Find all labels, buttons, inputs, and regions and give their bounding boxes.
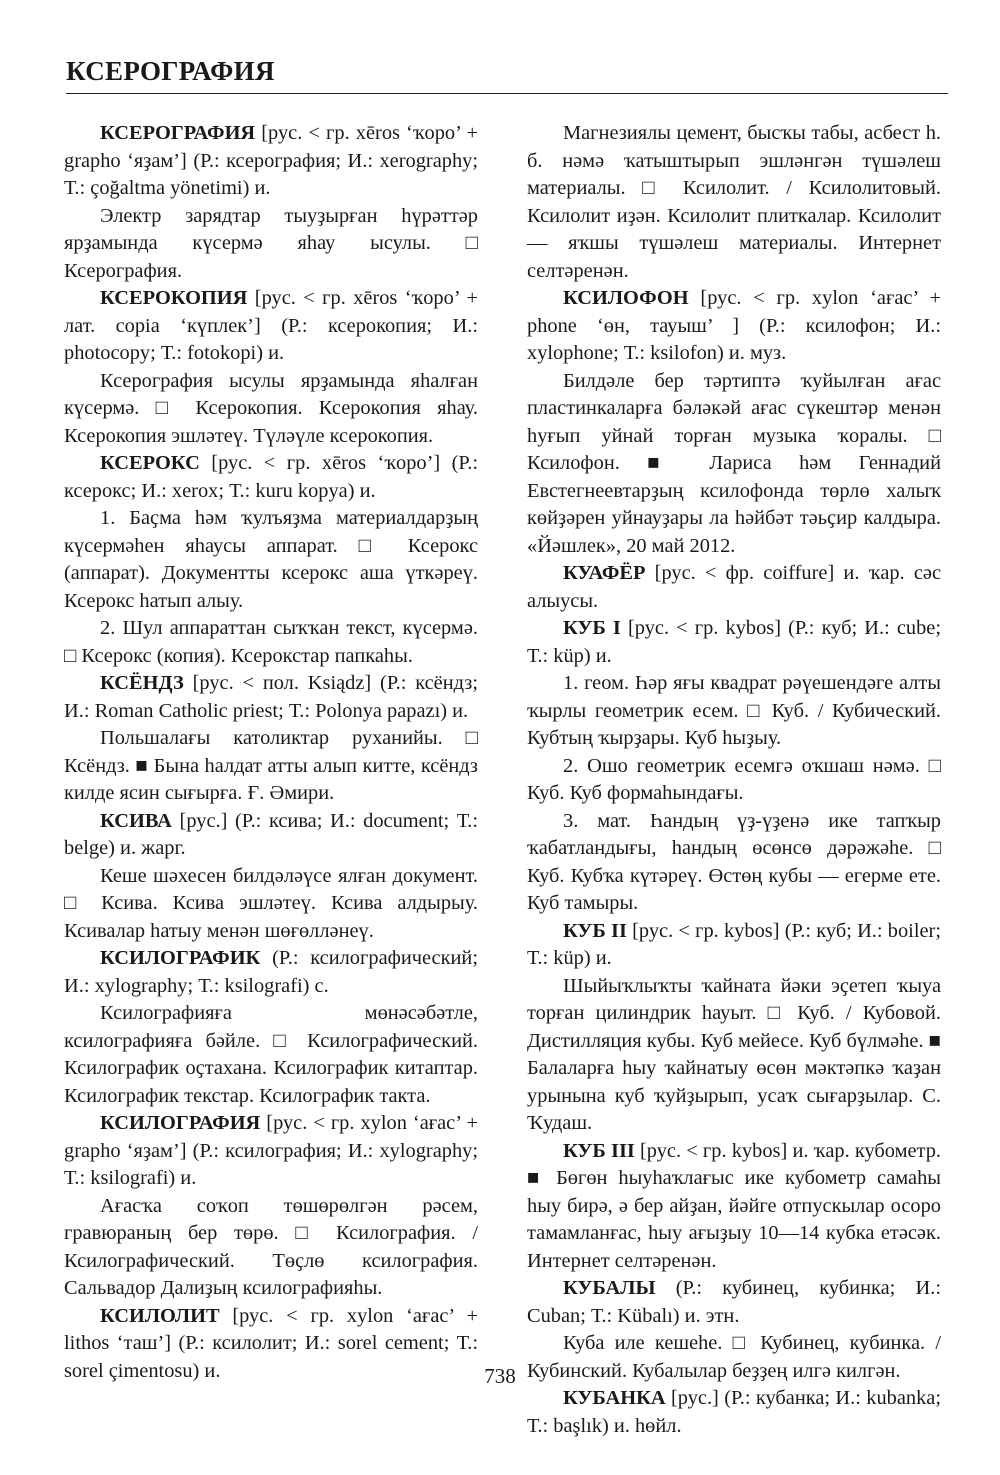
- entry-headword: КСИЛОФОН: [563, 287, 689, 309]
- entry-text: [рус. < гр. kybos] и. ҡар. кубометр. ■ Бөгөн һыуһаҡлағыс ике кубометр самаһы һыу бирә, ә бер айҙан, йәйге отпускылар осоро тамамланғас, һыу ағыҙыу 10—14 кубка етәсәк. Интернет селтәренән.: [527, 1139, 941, 1272]
- entry-text: [рус. < гр. xēros ‘ҡоро’] (Р.: ксерокс; И.: xerox; Т.: kuru kopya) и.: [64, 452, 478, 502]
- entry-headword: КУБ II: [563, 919, 627, 942]
- definition-paragraph: Билдәле бер тәртиптә ҡуйылған ағас пластинкаларға бәләкәй ағас сүкештәр менән һуғып уйнай торған музыка ҡоралы. □ Ксилофон. ■ Лариса һәм Геннадий Евстегнеевтарҙың ксилофонда төрлө халыҡ көйҙәрен уйнауҙары ла һәйбәт тәьҫир калдыра. «Йәшлек», 20 май 2012.: [527, 369, 941, 557]
- entry-headword: КУБ I: [563, 617, 621, 639]
- left-column: [64, 120, 478, 1385]
- header-divider: [66, 93, 948, 94]
- entry-headword: КСЕРОГРАФИЯ: [100, 122, 256, 144]
- definition-paragraph: Ағасҡа соҡоп төшөрөлгән рәсем, гравюраның бер төрө. □ Ксилография. / Ксилографический. Төҫлө ксилография. Сальвадор Далиҙың ксилографияһы.: [64, 1194, 478, 1299]
- definition-paragraph: Польшалағы католиктар руханийы. □ Ксёндз. ■ Бына һалдат атты алып китте, ксёндз килде ясин сығырға. Ғ. Әмири.: [64, 727, 478, 804]
- dictionary-entry: [64, 1110, 478, 1193]
- definition-paragraph: Ксилографияға мөнәсәбәтле, ксилографияға бәйле. □ Ксилографический. Ксилографик оҫтахана. Ксилографик китаптар. Ксилографик текстар. Ксилографик такта.: [64, 1002, 478, 1107]
- definition-paragraph: Кеше шәхесен билдәләүсе ялған документ. □ Ксива. Ксива эшләтеү. Ксива алдырыу. Ксивалар һатыу менән шөғөлләнеү.: [64, 864, 478, 942]
- definition-paragraph: 3. мат. Һандың үҙ-үҙенә ике тапҡыр ҡабатландығы, һандың өсөнсө дәрәжәһе. □ Куб. Кубҡа күтәреү. Өстөң кубы — егерме ете. Куб тамыры.: [527, 809, 941, 914]
- entry-headword: КУБАНКА: [563, 1387, 666, 1409]
- dictionary-entry: [527, 285, 941, 368]
- entry-text: [рус. < гр. xēros ‘ҡоро’ + лат. copia ‘күплек’] (Р.: ксерокопия; И.: photocopy; Т.: fotokopi) и.: [64, 287, 478, 364]
- entry-text: [рус. < гр. xylon ‘ағас’ + lithos ‘таш’] (Р.: ксилолит; И.: sorel cement; Т.: sorel çimentosu) и.: [64, 1304, 478, 1382]
- dictionary-entry: [527, 1385, 941, 1440]
- entry-text: [рус. < гр. kybos] (Р.: куб; И.: cube; Т.: küp) и.: [527, 617, 942, 667]
- entry-text: [рус. < гр. kybos] (Р.: куб; И.: boiler; Т.: küp) и.: [527, 919, 941, 969]
- entry-text: [рус.] (Р.: кубанка; И.: kubanka; Т.: başlık) и. һөйл.: [527, 1387, 941, 1437]
- definition-paragraph: 2. Шул аппараттан сыҡҡан текст, күсермә. □ Ксерокс (копия). Ксерокстар папкаһы.: [64, 617, 478, 667]
- definition-paragraph: Магнезиялы цемент, бысҡы табы, асбест һ. б. нәмә ҡатыштырып эшләнгән түшәлеш материалы. □ Ксилолит. / Ксилолитовый. Ксилолит иҙән. Ксилолит плиткалар. Ксилолит — яҡшы түшәлеш материалы. Интернет селтәренән.: [527, 122, 941, 282]
- dictionary-entry: [527, 560, 941, 615]
- entry-headword: КУБАЛЫ: [563, 1277, 656, 1299]
- definition-paragraph: 1. Баҫма һәм ҡулъяҙма материалдарҙың күсермәһен яһаусы аппарат. □ Ксерокс (аппарат). Документты ксерокс аша үткәреү. Ксерокс һатып алыу.: [64, 507, 478, 612]
- definition-paragraph: Ксерография ысулы ярҙамында яһалған күсермә. □ Ксерокопия. Ксерокопия яһау. Ксерокопия эшләтеү. Түләүле ксерокопия.: [64, 369, 478, 447]
- dictionary-entry: [527, 918, 941, 973]
- dictionary-entry: [527, 615, 941, 670]
- entry-headword: КСЁНДЗ: [100, 672, 184, 694]
- dictionary-entry: [64, 670, 478, 725]
- entry-headword: КУБ III: [563, 1139, 635, 1162]
- entry-headword: КСИЛОЛИТ: [100, 1304, 220, 1327]
- entry-headword: КСИЛОГРАФИЯ: [100, 1112, 261, 1134]
- definition-paragraph: Куба иле кешеһе. □ Кубинец, кубинка. / Кубинский. Кубалылар беҙҙең илгә килгән.: [527, 1332, 941, 1382]
- entry-text: [рус. < гр. xylon ‘ағас’ + phone ‘өн, тауыш’ ] (Р.: ксилофон; И.: xylophone; Т.: ksilofon) и. муз.: [527, 287, 941, 364]
- entry-text: (Р.: ксилографический; И.: xylography; Т.: ksilografi) с.: [64, 947, 478, 997]
- dictionary-entry: [64, 945, 478, 1000]
- entry-headword: КСИВА: [100, 809, 172, 832]
- definition-paragraph: 1. геом. Һәр яғы квадрат рәүешендәге алты ҡырлы геометрик есем. □ Куб. / Кубический. Кубтың ҡырҙары. Куб һыҙыу.: [527, 672, 941, 749]
- right-column: [527, 120, 941, 1440]
- entry-text: (Р.: кубинец, кубинка; И.: Cuban; Т.: Kübalı) и. этн.: [527, 1277, 941, 1327]
- entry-text: [рус. < гр. xēros ‘ҡоро’ + grapho ‘яҙам’] (Р.: ксерография; И.: xerography; Т.: çoğaltma yönetimi) и.: [64, 122, 478, 199]
- entry-text: [рус. < пол. Ksiądz] (Р.: ксёндз; И.: Roman Catholic priest; Т.: Polonya papazı) и.: [64, 672, 478, 722]
- entry-text: [рус. < фр. coiffure] и. ҡар. сәс алыусы.: [527, 562, 941, 612]
- definition-paragraph: 2. Ошо геометрик есемгә оҡшаш нәмә. □ Куб. Куб формаһындағы.: [527, 754, 941, 804]
- definition-paragraph: Шыйыҡлыҡты ҡайната йәки эҫетеп ҡыуа торған цилиндрик һауыт. □ Куб. / Кубовой. Дистилляция кубы. Куб мейесе. Куб бүлмәһе. ■ Балаларға һыу ҡайнатыу өсөн мәктәпкә ҡаҙан урынына куб ҡуйҙырып, усаҡ сығарҙылар. С. Ҡудаш.: [527, 974, 941, 1134]
- dictionary-entry: [527, 1138, 941, 1276]
- dictionary-entry: [527, 1275, 941, 1330]
- dictionary-entry: [64, 120, 478, 203]
- page-number: 738: [484, 1364, 516, 1388]
- entry-headword: КСИЛОГРАФИК: [100, 947, 261, 969]
- entry-headword: КУАФЁР: [563, 562, 646, 584]
- entry-headword: КСЕРОКС: [100, 452, 200, 474]
- dictionary-entry: [64, 808, 478, 863]
- entry-text: [рус.] (Р.: ксива; И.: document; Т.: belge) и. жарг.: [64, 809, 478, 859]
- entry-headword: КСЕРОКОПИЯ: [100, 287, 248, 309]
- running-head: КСЕРОГРАФИЯ: [66, 56, 275, 86]
- entry-text: [рус. < гр. xylon ‘ағас’ + grapho ‘яҙам’] (Р.: ксилография; И.: xylography; Т.: ksilografi) и.: [64, 1112, 478, 1189]
- definition-paragraph: Электр зарядтар тыуҙырған һүрәттәр ярҙамында күсермә яһау ысулы. □ Ксерография.: [64, 204, 478, 282]
- dictionary-entry: [64, 450, 478, 505]
- dictionary-entry: [64, 285, 478, 368]
